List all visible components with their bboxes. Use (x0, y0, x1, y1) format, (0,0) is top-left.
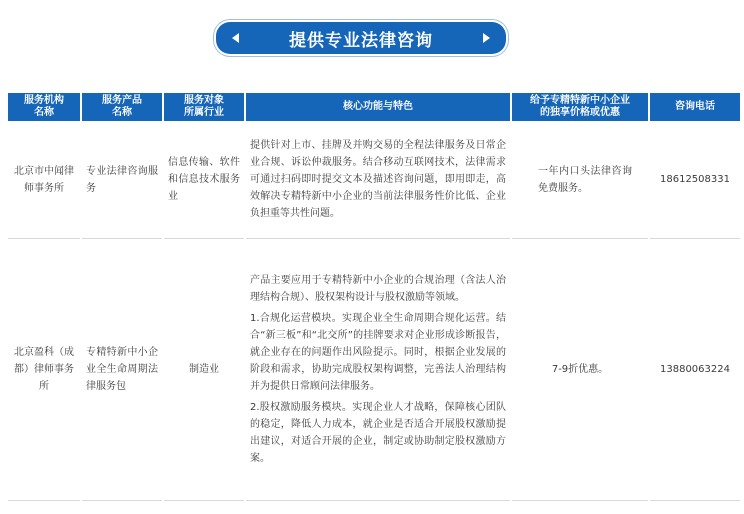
header-industry: 服务对象 所属行业 (164, 93, 244, 121)
header-offer: 给予专精特新中小企业 的独享价格或优惠 (512, 93, 648, 121)
cell-offer: 一年内口头法律咨询免费服务。 (512, 121, 648, 239)
triangle-left-icon[interactable] (232, 33, 239, 43)
cell-features (246, 121, 510, 239)
feature-paragraph: 产品主要应用于专精特新中小企业的合规治理（含法人治理结构合规）、股权架构设计与股权激励等领域。 (250, 275, 506, 303)
cell-org: 北京市中闻律师事务所 (8, 121, 80, 239)
cell-offer: 7-9折优惠。 (512, 239, 648, 501)
cell-phone: 18612508331 (650, 121, 740, 239)
header-org: 服务机构 名称 (8, 93, 80, 121)
table-row (8, 239, 740, 501)
cell-product: 专精特新中小企业全生命周期法律服务包 (82, 239, 162, 501)
feature-paragraph: 1.合规化运营模块。实现企业全生命周期合规化运营。结合“新三板”和“北交所”的挂牌要求对企业形成诊断报告，就企业存在的问题作出风险提示。同时，根据企业发展的阶段和需求，协助完成股权架构调整，完善法人治理结构并为提供日常顾问法律服务。 (250, 313, 506, 392)
triangle-right-icon[interactable] (483, 33, 490, 43)
service-table (6, 93, 742, 501)
table-header-row (8, 93, 740, 121)
header-features: 核心功能与特色 (246, 93, 510, 121)
cell-product: 专业法律咨询服务 (82, 121, 162, 239)
banner-title: 提供专业法律咨询 (289, 30, 433, 51)
table-row (8, 121, 740, 239)
feature-paragraph: 2.股权激励服务模块。实现企业人才战略，保障核心团队的稳定，降低人力成本，就企业是否适合开展股权激励提出建议，对适合开展的企业，制定或协助制定股权激励方案。 (250, 402, 506, 464)
cell-org: 北京盈科（成都）律师事务所 (8, 239, 80, 501)
header-phone: 咨询电话 (650, 93, 740, 121)
cell-phone: 13880063224 (650, 239, 740, 501)
header-product: 服务产品 名称 (82, 93, 162, 121)
cell-industry: 制造业 (164, 239, 244, 501)
cell-industry: 信息传输、软件和信息技术服务业 (164, 121, 244, 239)
section-banner (216, 22, 506, 54)
cell-features (246, 239, 510, 501)
feature-paragraph: 提供针对上市、挂牌及并购交易的全程法律服务及日常企业合规、诉讼仲裁服务。结合移动互联网技术，法律需求可通过扫码即时提交文本及描述咨询问题，即用即走，高效解决专精特新中小企业的当前法律服务性价比低、企业负担重等共性问题。 (250, 140, 506, 219)
